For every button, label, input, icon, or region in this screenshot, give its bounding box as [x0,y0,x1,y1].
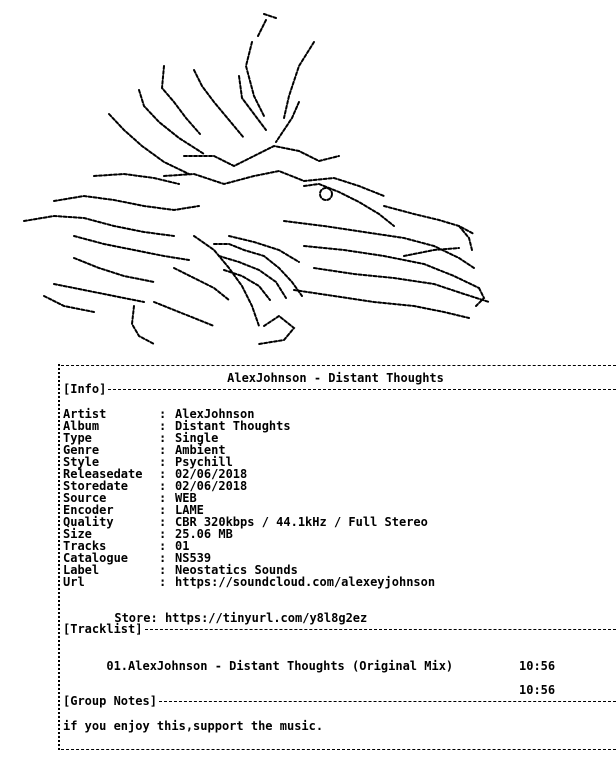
store-link[interactable]: https://tinyurl.com/y8l8g2ez [164,611,368,625]
info-field-colon: : [159,491,167,505]
info-field-colon: : [159,539,167,553]
info-field-colon: : [159,527,167,541]
info-field-value: NS539 [175,551,212,565]
info-field-key: Size [63,527,92,541]
info-field-colon: : [159,455,167,469]
section-rule [159,701,616,702]
group-notes-text: if you enjoy this,support the music. [63,719,324,733]
info-field-key: Url [63,575,85,589]
section-header-group-notes [63,694,616,708]
info-field-key: Quality [63,515,114,529]
info-field-value: CBR 320kbps / 44.1kHz / Full Stereo [175,515,428,529]
section-header-tracklist [63,622,616,636]
section-bracket-open: [ [63,382,71,396]
info-field-key: Artist [63,407,107,421]
store-label: Store: [114,611,158,625]
info-field-row [63,576,435,588]
store-line [71,600,368,625]
info-field-key: Encoder [63,503,114,517]
total-duration: 10:56 [519,683,556,697]
section-label-tracklist: Tracklist [70,622,136,636]
info-field-colon: : [159,419,167,433]
info-field-key: Type [63,431,92,445]
info-field-key: Label [63,563,100,577]
section-bracket-close: ] [149,694,157,708]
info-field-value: WEB [175,491,197,505]
info-field-value: Ambient [175,443,226,457]
info-field-value: 25.06 MB [175,527,233,541]
info-field-colon: : [159,431,167,445]
info-field-colon: : [159,479,167,493]
info-field-colon: : [159,407,167,421]
ascii-art-icon [14,6,514,352]
info-field-colon: : [159,515,167,529]
section-label-info: Info [70,382,100,396]
info-field-key: Genre [63,443,100,457]
section-label-group-notes: Group Notes [70,694,150,708]
info-field-colon: : [159,503,167,517]
section-rule [145,629,616,630]
info-field-row [63,516,428,528]
info-field-key: Tracks [63,539,107,553]
info-field-colon: : [159,563,167,577]
info-field-key: Releasedate [63,467,143,481]
track-duration: 10:56 [519,659,556,673]
info-field-value: Distant Thoughts [175,419,291,433]
nfo-box [55,358,616,754]
release-title: AlexJohnson - Distant Thoughts [227,371,444,385]
info-field-value: 02/06/2018 [175,467,248,481]
section-bracket-open: [ [63,622,71,636]
track-row [63,648,616,673]
info-field-value[interactable]: https://soundcloud.com/alexeyjohnson [175,575,436,589]
info-field-value: 02/06/2018 [175,479,248,493]
info-field-colon: : [159,443,167,457]
info-field-key: Catalogue [63,551,129,565]
section-bracket-open: [ [63,694,71,708]
info-field-value: Neostatics Sounds [175,563,298,577]
info-field-value: Psychill [175,455,233,469]
info-field-value: Single [175,431,219,445]
total-duration-row [63,672,616,697]
info-field-value: 01 [175,539,190,553]
top-rule [61,365,616,366]
info-field-key: Storedate [63,479,129,493]
info-field-colon: : [159,551,167,565]
info-field-key: Source [63,491,107,505]
info-field-colon: : [159,575,167,589]
bottom-rule [61,749,616,750]
left-border [58,364,60,750]
section-bracket-close: ] [99,382,107,396]
info-field-value: AlexJohnson [175,407,255,421]
track-title: 01.AlexJohnson - Distant Thoughts (Original Mix) [106,659,454,673]
info-field-key: Style [63,455,100,469]
section-rule [108,389,616,390]
section-header-info [63,382,616,396]
info-field-colon: : [159,467,167,481]
section-bracket-close: ] [135,622,143,636]
info-field-value: LAME [175,503,204,517]
info-field-key: Album [63,419,100,433]
